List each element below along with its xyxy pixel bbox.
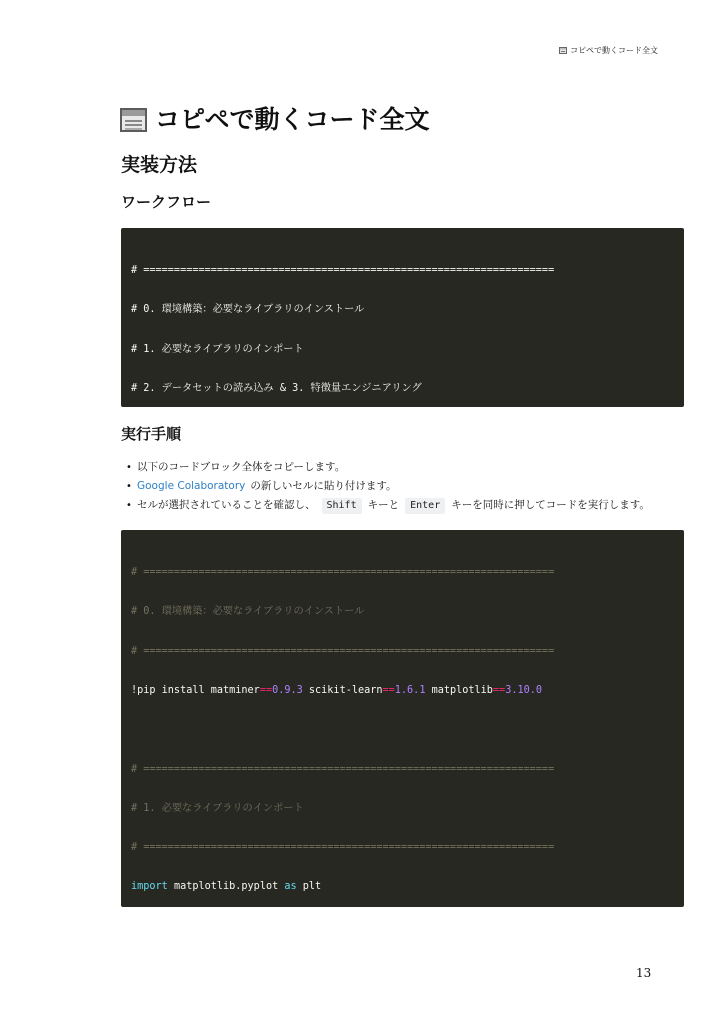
code-line: # 0. 環境構築：必要なライブラリのインストール bbox=[131, 606, 365, 618]
document-icon bbox=[559, 47, 567, 54]
running-title: コピペで動くコード全文 bbox=[570, 46, 658, 55]
code-line: # =================================================================== bbox=[131, 265, 555, 277]
code-line: # 1. 必要なライブラリのインポート bbox=[131, 343, 304, 355]
section-heading: 実装方法 bbox=[121, 154, 198, 176]
code-line: # 1. 必要なライブラリのインポート bbox=[131, 802, 304, 814]
page-title-text: コピペで動くコード全文 bbox=[155, 105, 430, 134]
page-title bbox=[120, 104, 430, 136]
list-item: • 以下のコードブロック全体をコピーします。 bbox=[126, 461, 346, 473]
code-line: # =================================================================== bbox=[131, 763, 555, 775]
code-line: !pip install matminer==0.9.3 scikit-learn==1.6.1 matplotlib==3.10.0 bbox=[131, 685, 543, 697]
list-item: • Google Colaboratory の新しいセルに貼り付けます。 bbox=[126, 477, 650, 496]
code-line: # =================================================================== bbox=[131, 842, 555, 854]
workflow-heading: ワークフロー bbox=[121, 193, 212, 211]
steps-list bbox=[126, 458, 650, 515]
running-header bbox=[559, 45, 658, 56]
code-line: # =================================================================== bbox=[131, 645, 555, 657]
google-colaboratory-link[interactable]: Google Colaboratory bbox=[137, 480, 246, 492]
full-code-block[interactable] bbox=[121, 530, 684, 907]
enter-key-code: Enter bbox=[405, 498, 445, 514]
code-line: # 0. 環境構築：必要なライブラリのインストール bbox=[131, 304, 365, 316]
document-icon bbox=[120, 108, 147, 132]
code-line: # 2. データセットの読み込み & 3. 特徴量エンジニアリング bbox=[131, 383, 422, 395]
workflow-code-block[interactable] bbox=[121, 228, 684, 407]
list-item: • セルが選択されていることを確認し、 Shift キーと Enter キーを同時に押してコードを実行します。 bbox=[126, 496, 650, 515]
code-line: # =================================================================== bbox=[131, 567, 555, 579]
code-line: import matplotlib.pyplot as plt bbox=[131, 881, 322, 893]
page-number: 13 bbox=[636, 966, 652, 980]
shift-key-code: Shift bbox=[322, 498, 362, 514]
steps-heading: 実行手順 bbox=[121, 425, 182, 443]
